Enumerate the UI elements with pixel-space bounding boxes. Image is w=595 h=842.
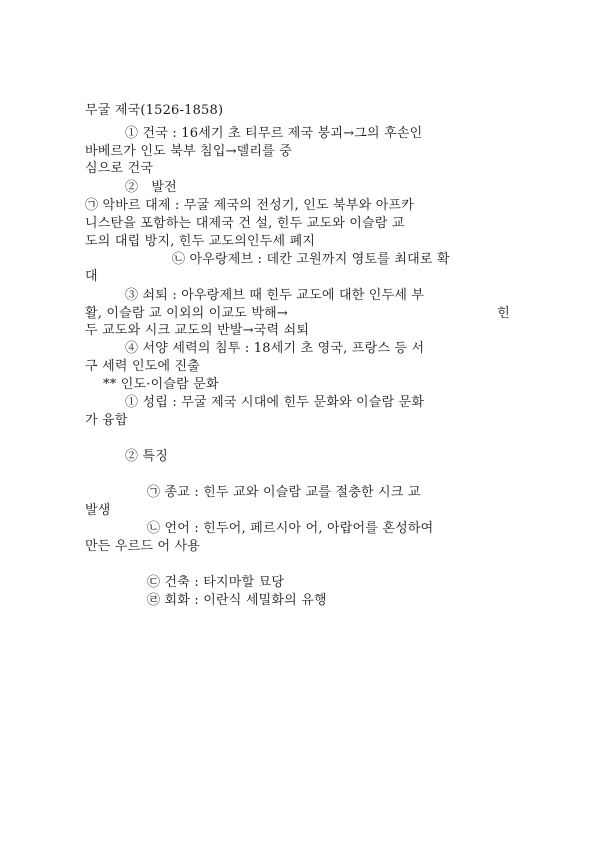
religion-line-1: ㉠ 종교 : 힌두 교와 이슬람 교를 절충한 시크 교	[147, 485, 421, 500]
founding-line-1: ① 건국 : 16세기 초 티무르 제국 붕괴→그의 후손인	[125, 126, 423, 141]
aurangzeb-line-2: 대	[85, 269, 98, 284]
document-title: 무굴 제국(1526-1858)	[85, 103, 224, 118]
akbar-line-2: 니스탄을 포함하는 대제국 건 설, 힌두 교도와 이슬람 교	[85, 216, 405, 231]
language-line-1: ㉡ 언어 : 힌두어, 페르시아 어, 아랍어를 혼성하여	[147, 521, 434, 536]
decline-line-3: 두 교도와 시크 교도의 반발→국력 쇠퇴	[85, 323, 310, 338]
akbar-line-1: ㉠ 악바르 대제 : 무굴 제국의 전성기, 인도 북부와 아프카	[85, 198, 415, 213]
founding-line-2: 바베르가 인도 북부 침입→델리를 중	[85, 144, 293, 159]
architecture-line: ㉢ 건축 : 타지마할 묘당	[147, 575, 285, 590]
painting-line: ㉣ 회화 : 이란식 세밀화의 유행	[147, 593, 327, 608]
religion-line-2: 발생	[85, 503, 111, 518]
decline-line-1: ③ 쇠퇴 : 아우랑제브 때 힌두 교도에 대한 인두세 부	[125, 288, 425, 303]
features-heading: ② 특징	[125, 449, 169, 464]
decline-line-2-right: 힌	[497, 306, 510, 321]
western-line-2: 구 세력 인도에 진출	[85, 359, 201, 374]
language-line-2: 만든 우르드 어 사용	[85, 539, 201, 554]
decline-line-2-left: 활, 이슬람 교 이외의 이교도 박해→	[85, 306, 288, 321]
western-line-1: ④ 서양 세력의 침투 : 18세기 초 영국, 프랑스 등 서	[125, 341, 425, 356]
decline-line-2	[85, 306, 510, 322]
founding-line-3: 심으로 건국	[85, 161, 154, 176]
aurangzeb-line-1: ㉡ 아우랑제브 : 데칸 고원까지 영토를 최대로 확	[172, 252, 450, 267]
culture-heading: ** 인도·이슬람 문화	[103, 377, 219, 392]
formation-line-2: 가 융합	[85, 413, 128, 428]
akbar-line-3: 도의 대립 방지, 힌두 교도의인두세 폐지	[85, 234, 316, 249]
development-heading: ② 발전	[125, 180, 177, 195]
formation-line-1: ① 성립 : 무굴 제국 시대에 힌두 문화와 이슬람 문화	[125, 395, 425, 410]
